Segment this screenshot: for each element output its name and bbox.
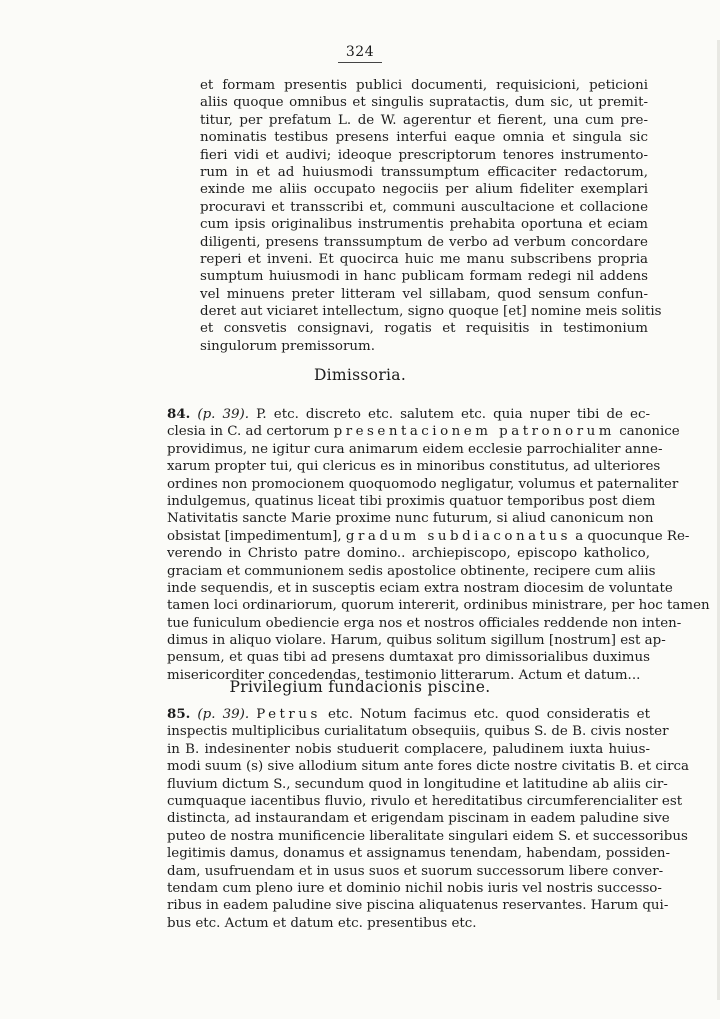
intro-line-12: sumptum huiusmodi in hanc publicam formam redegi nil addens — [200, 269, 648, 285]
s85-line-7: puteo de nostra munificencie liberalitate singulari eidem S. et successoribus — [167, 828, 688, 844]
s84-line-9: verendo in Christo patre domino.. archiepiscopo, episcopo katholico, — [167, 546, 650, 562]
s85-line-12: bus etc. Actum et datum etc. presentibus etc. — [167, 915, 477, 931]
s84-line-2 — [167, 423, 680, 440]
intro-line-5: fieri vidi et audivi; ideoque prescriptorum tenores instrumento- — [200, 147, 648, 163]
s85-line-4: fluvium dictum S., secundum quod in longitudine et latitudine ab aliis cir- — [167, 776, 668, 792]
s84-number: 84. — [167, 406, 191, 422]
heading-privilegium: Privilegium fundacionis piscine. — [229, 678, 491, 696]
s84-line2-a: clesia in C. ad certorum — [167, 424, 330, 440]
s84-line-15: pensum, et quas tibi ad presens dumtaxat pro dimissorialibus duximus — [167, 650, 650, 666]
s85-line-3: modi suum (s) sive allodium situm ante fores dicte nostre civitatis B. et circa — [167, 759, 690, 775]
s84-line8-b: a quocunque Re- — [575, 528, 690, 544]
intro-line-8: procuravi et transscribi et, communi auscultacione et collacione — [200, 199, 648, 215]
s85-line-10: tendam cum pleno iure et dominio nichil nobis iuris vel nostris successo- — [167, 880, 662, 896]
s84-line1-text: P. etc. discreto etc. salutem etc. quia nuper tibi de ec- — [256, 407, 650, 422]
page-number — [0, 44, 720, 63]
s84-line-4: xarum propter tui, qui clericus es in minoribus constitutus, ad ulteriores — [167, 459, 661, 475]
s85-line-1 — [167, 706, 650, 723]
s84-line-14: dimus in aliquo violare. Harum, quibus solitum sigillum [nostrum] est ap- — [167, 633, 666, 649]
s85-line-8: legitimis damus, donamus et assignamus tenendam, habendam, possiden- — [167, 846, 671, 862]
s85-line-5: cumquaque iacentibus fluvio, rivulo et hereditatibus circumferencialiter est — [167, 793, 683, 809]
s84-line8-a: obsistat [impedimentum], — [167, 528, 342, 544]
intro-line-4: nominatis testibus presens interfui eaque omnia et singula sic — [200, 130, 648, 146]
s84-ref: (p. 39). — [197, 407, 250, 422]
intro-line-1: et formam presentis publici documenti, requisicioni, peticioni — [200, 78, 648, 93]
s84-line-5: ordines non promocionem quoquomodo negligatur, volumus et paternaliter — [167, 476, 679, 492]
intro-line-13: vel minuens preter litteram vel sillabam, quod sensum confun- — [200, 286, 648, 302]
s85-line1-spaced: Petrus — [256, 707, 321, 722]
s84-line-13: tue funiculum obediencie erga nos et nostros officiales reddende non inten- — [167, 615, 682, 631]
intro-line-2: aliis quoque omnibus et singulis supratactis, dum sic, ut premit- — [200, 95, 648, 111]
intro-line-16: singulorum premissorum. — [200, 338, 375, 354]
s85-ref: (p. 39). — [197, 707, 250, 722]
page-number-text: 324 — [345, 44, 375, 60]
intro-line-15: et consvetis consignavi, rogatis et requisitis in testimonium — [200, 321, 648, 337]
s85-line-2: in B. indesinenter nobis studuerit complacere, paludinem iuxta huius- — [167, 741, 650, 757]
s85-line-9: dam, usufruendam et in usus suos et suorum successorum libere conver- — [167, 863, 664, 879]
s85-line1-text: etc. Notum facimus etc. quod consideratis et — [327, 707, 650, 722]
intro-line-9: cum ipsis originalibus instrumentis prehabita oportuna et eciam — [200, 217, 648, 233]
s84-line-10: graciam et communionem sedis apostolice obtinente, recipere cum aliis — [167, 563, 656, 579]
s84-line-3: providimus, ne igitur cura animarum eidem ecclesie parrochialiter anne- — [167, 441, 663, 457]
section-85 — [167, 706, 690, 932]
s85-line-11: ribus in eadem paludine sive piscina aliquatenus reservantes. Harum qui- — [167, 898, 669, 914]
intro-line-10: diligenti, presens transsumptum de verbo ad verbum concordare — [200, 234, 648, 250]
s85-line-6: distincta, ad instaurandam et erigendam piscinam in eadem paludine sive — [167, 811, 670, 827]
section-84 — [167, 406, 710, 684]
s84-line8-spaced: gradum subdiaconatus — [345, 528, 571, 544]
intro-line-14: deret aut viciaret intellectum, signo quoque [et] nomine meis solitis — [200, 304, 662, 320]
intro-line-11: reperi et inveni. Et quocirca huic me manu subscribens propria — [200, 251, 648, 267]
intro-line-6: rum in et ad huiusmodi transsumptum efficaciter redactorum, — [200, 164, 648, 180]
heading-dimissoria: Dimissoria. — [313, 366, 407, 384]
s84-line-11: inde sequendis, et in susceptis eciam extra nostram diocesim de voluntate — [167, 580, 673, 596]
s84-line-12: tamen loci ordinariorum, quorum intererit, ordinibus ministrare, per hoc tamen — [167, 598, 710, 614]
intro-line-3: titur, per prefatum L. de W. agerentur et fierent, una cum pre- — [200, 112, 648, 128]
s85-number: 85. — [167, 706, 191, 722]
s84-line-8 — [167, 528, 690, 545]
s84-line-1 — [167, 406, 650, 423]
s84-line-16: misericorditer concedendas, testimonio litterarum. Actum et datum... — [167, 667, 641, 683]
s84-line2-spaced: presentacionem patronorum — [333, 424, 615, 440]
s84-line-6: indulgemus, quatinus liceat tibi proximis quatuor temporibus post diem — [167, 493, 656, 509]
intro-paragraph — [200, 77, 662, 355]
s84-line2-b: canonice — [619, 424, 680, 440]
s85-line-1: inspectis multiplicibus curialitatum obsequiis, quibus S. de B. civis noster — [167, 724, 669, 740]
page-number-rule — [338, 62, 382, 63]
s84-line-7: Nativitatis sancte Marie proxime nunc futurum, si aliud canonicum non — [167, 511, 654, 527]
intro-line-7: exinde me aliis occupato negociis per alium fideliter exemplari — [200, 182, 648, 198]
